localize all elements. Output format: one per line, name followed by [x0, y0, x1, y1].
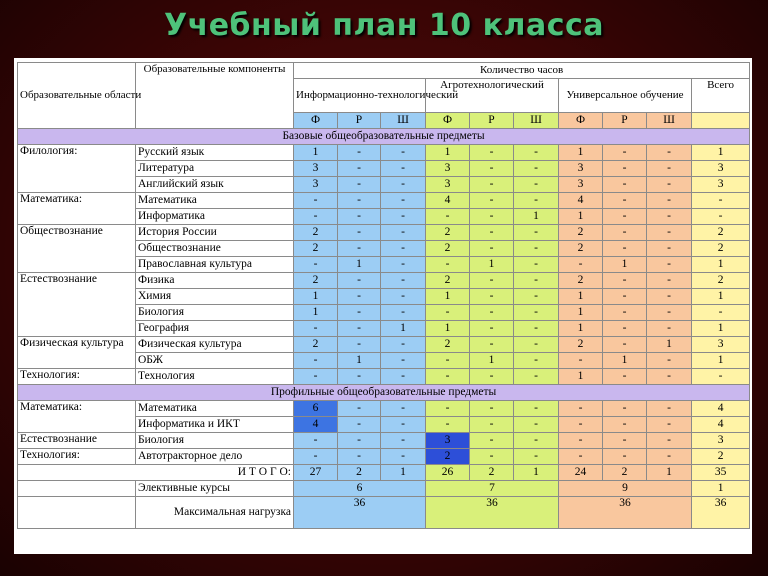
hours-cell: 3: [559, 177, 603, 193]
subject-cell: Информатика: [136, 209, 294, 225]
hours-cell: -: [381, 337, 426, 353]
hours-cell: -: [426, 209, 470, 225]
hours-cell: 1: [692, 321, 750, 337]
subheader-cell: Ф: [294, 113, 338, 129]
hours-cell: -: [338, 209, 381, 225]
subheader-cell: Р: [470, 113, 514, 129]
hours-cell: -: [470, 433, 514, 449]
hours-cell: 2: [692, 225, 750, 241]
area-label: Естествознание: [18, 273, 136, 337]
header-total: Всего: [692, 79, 750, 113]
hours-cell: -: [603, 193, 647, 209]
hours-cell: -: [647, 305, 692, 321]
hours-cell: 1: [692, 145, 750, 161]
hours-cell: -: [514, 433, 559, 449]
hours-cell: -: [603, 305, 647, 321]
hours-cell: 1: [559, 321, 603, 337]
hours-cell: -: [647, 369, 692, 385]
hours-cell: 1: [294, 289, 338, 305]
hours-cell: -: [647, 353, 692, 369]
hours-cell: -: [294, 353, 338, 369]
total-cell: 2: [470, 465, 514, 481]
hours-cell: -: [647, 417, 692, 433]
hours-cell: 1: [294, 305, 338, 321]
hours-cell: -: [647, 257, 692, 273]
hours-cell: -: [603, 177, 647, 193]
hours-cell: 1: [426, 289, 470, 305]
hours-cell: 2: [426, 241, 470, 257]
hours-cell: -: [381, 401, 426, 417]
hours-cell: -: [470, 321, 514, 337]
hours-cell: -: [381, 225, 426, 241]
hours-cell: 2: [426, 273, 470, 289]
table-row: [18, 193, 750, 209]
hours-cell: 2: [294, 241, 338, 257]
table-row: [18, 369, 750, 385]
area-label: Математика:: [18, 401, 136, 433]
hours-cell: -: [426, 369, 470, 385]
hours-cell: -: [647, 193, 692, 209]
hours-cell: -: [647, 401, 692, 417]
hours-cell: -: [338, 449, 381, 465]
hours-cell: -: [338, 321, 381, 337]
total-cell: 1: [647, 465, 692, 481]
hours-cell: 1: [559, 145, 603, 161]
hours-cell: 1: [470, 257, 514, 273]
hours-cell: 2: [426, 225, 470, 241]
hours-cell: 3: [692, 433, 750, 449]
hours-cell: -: [426, 305, 470, 321]
max-load-cell: 36: [692, 497, 750, 529]
hours-cell: -: [338, 273, 381, 289]
total-cell: 1: [514, 465, 559, 481]
hours-cell: -: [514, 305, 559, 321]
subject-cell: Физика: [136, 273, 294, 289]
hours-cell: 2: [692, 273, 750, 289]
hours-cell: 1: [426, 321, 470, 337]
area-label: Филология:: [18, 145, 136, 193]
total-cell: 26: [426, 465, 470, 481]
subject-cell: Автотракторное дело: [136, 449, 294, 465]
hours-cell: -: [294, 193, 338, 209]
hours-cell: -: [294, 433, 338, 449]
hours-cell: -: [426, 417, 470, 433]
hours-cell: -: [647, 289, 692, 305]
hours-cell: -: [559, 257, 603, 273]
hours-cell: 1: [647, 337, 692, 353]
hours-cell: -: [692, 209, 750, 225]
hours-cell: -: [692, 193, 750, 209]
hours-cell: 2: [294, 273, 338, 289]
table-row: [18, 225, 750, 241]
hours-cell: 1: [692, 353, 750, 369]
hours-cell: -: [381, 449, 426, 465]
hours-cell: -: [603, 449, 647, 465]
header-profile-agro: Агротехнологический: [426, 79, 559, 113]
hours-cell: 1: [692, 289, 750, 305]
table-row: [18, 337, 750, 353]
subheader-total-cell: [692, 113, 750, 129]
header-hours: Количество часов: [294, 63, 750, 79]
hours-cell: 3: [692, 177, 750, 193]
hours-cell: 3: [294, 177, 338, 193]
curriculum-frame: [14, 58, 752, 554]
hours-cell: -: [338, 417, 381, 433]
hours-cell: -: [294, 209, 338, 225]
electives-row: [18, 481, 750, 497]
hours-cell: -: [294, 321, 338, 337]
hours-cell: 2: [426, 449, 470, 465]
total-cell: 27: [294, 465, 338, 481]
subject-cell: Английский язык: [136, 177, 294, 193]
hours-cell: -: [426, 401, 470, 417]
hours-cell: -: [603, 289, 647, 305]
hours-cell: 1: [603, 353, 647, 369]
table-row: [18, 449, 750, 465]
hours-cell: 1: [603, 257, 647, 273]
area-label: Технология:: [18, 369, 136, 385]
hours-cell: -: [514, 177, 559, 193]
hours-cell: -: [381, 257, 426, 273]
subheader-cell: Ф: [559, 113, 603, 129]
hours-cell: -: [338, 177, 381, 193]
hours-cell: -: [603, 337, 647, 353]
hours-cell: -: [381, 177, 426, 193]
hours-cell: -: [514, 161, 559, 177]
hours-cell: -: [514, 417, 559, 433]
hours-cell: -: [470, 401, 514, 417]
hours-cell: -: [338, 161, 381, 177]
hours-cell: 1: [514, 209, 559, 225]
page-title: Учебный план 10 класса: [163, 8, 605, 43]
area-label: Математика:: [18, 193, 136, 225]
hours-cell: 1: [426, 145, 470, 161]
hours-cell: 1: [559, 209, 603, 225]
hours-cell: -: [470, 209, 514, 225]
hours-cell: -: [338, 225, 381, 241]
hours-cell: -: [514, 321, 559, 337]
subheader-cell: Ш: [514, 113, 559, 129]
hours-cell: 2: [692, 449, 750, 465]
subject-cell: География: [136, 321, 294, 337]
subject-cell: История России: [136, 225, 294, 241]
hours-cell: 2: [559, 337, 603, 353]
electives-cell: 7: [426, 481, 559, 497]
electives-cell: 1: [692, 481, 750, 497]
max-load-cell: 36: [294, 497, 426, 529]
hours-cell: -: [381, 161, 426, 177]
table-row: [18, 145, 750, 161]
hours-cell: -: [514, 401, 559, 417]
hours-cell: -: [647, 241, 692, 257]
hours-cell: -: [381, 193, 426, 209]
hours-cell: -: [514, 289, 559, 305]
hours-cell: -: [603, 321, 647, 337]
hours-cell: 6: [294, 401, 338, 417]
hours-cell: -: [514, 449, 559, 465]
hours-cell: 2: [559, 225, 603, 241]
hours-cell: -: [559, 433, 603, 449]
hours-cell: 3: [426, 433, 470, 449]
table-row: [18, 273, 750, 289]
hours-cell: 3: [426, 161, 470, 177]
hours-cell: -: [381, 417, 426, 433]
hours-cell: -: [381, 289, 426, 305]
area-label: Естествознание: [18, 433, 136, 449]
hours-cell: -: [381, 273, 426, 289]
hours-cell: 2: [426, 337, 470, 353]
hours-cell: -: [647, 177, 692, 193]
hours-cell: 3: [692, 337, 750, 353]
max-load-row: [18, 497, 750, 529]
subject-cell: Обществознание: [136, 241, 294, 257]
hours-cell: -: [294, 369, 338, 385]
hours-cell: -: [514, 241, 559, 257]
hours-cell: -: [470, 145, 514, 161]
hours-cell: 2: [294, 337, 338, 353]
hours-cell: 4: [692, 401, 750, 417]
hours-cell: 1: [692, 257, 750, 273]
hours-cell: 2: [559, 273, 603, 289]
hours-cell: -: [514, 257, 559, 273]
hours-cell: -: [647, 225, 692, 241]
header-profile-universal: Универсальное обучение: [559, 79, 692, 113]
hours-cell: -: [381, 433, 426, 449]
header-areas: Образовательные области: [18, 63, 136, 129]
max-load-cell: 36: [559, 497, 692, 529]
totals-row: [18, 465, 750, 481]
subject-cell: ОБЖ: [136, 353, 294, 369]
hours-cell: -: [470, 177, 514, 193]
total-cell: 1: [381, 465, 426, 481]
hours-cell: -: [470, 193, 514, 209]
subheader-cell: Р: [603, 113, 647, 129]
hours-cell: -: [603, 369, 647, 385]
subject-cell: Математика: [136, 401, 294, 417]
hours-cell: -: [294, 257, 338, 273]
hours-cell: -: [603, 417, 647, 433]
electives-label: Элективные курсы: [136, 481, 294, 497]
hours-cell: -: [514, 225, 559, 241]
hours-cell: -: [470, 337, 514, 353]
hours-cell: -: [381, 305, 426, 321]
hours-cell: -: [514, 273, 559, 289]
hours-cell: 4: [692, 417, 750, 433]
hours-cell: 3: [426, 177, 470, 193]
subject-cell: Русский язык: [136, 145, 294, 161]
hours-cell: -: [470, 305, 514, 321]
hours-cell: 1: [338, 257, 381, 273]
hours-cell: -: [647, 321, 692, 337]
hours-cell: -: [338, 337, 381, 353]
hours-cell: -: [514, 145, 559, 161]
hours-cell: -: [338, 401, 381, 417]
subject-cell: Технология: [136, 369, 294, 385]
hours-cell: -: [338, 193, 381, 209]
hours-cell: 2: [294, 225, 338, 241]
subject-cell: Биология: [136, 433, 294, 449]
header-profile-it: Информационно-технологический: [294, 79, 426, 113]
hours-cell: -: [603, 225, 647, 241]
hours-cell: -: [559, 449, 603, 465]
hours-cell: -: [603, 433, 647, 449]
table-row: [18, 401, 750, 417]
hours-cell: 1: [559, 289, 603, 305]
curriculum-table: [17, 62, 750, 529]
hours-cell: -: [470, 241, 514, 257]
hours-cell: -: [514, 369, 559, 385]
hours-cell: -: [559, 401, 603, 417]
area-label: Обществознание: [18, 225, 136, 273]
hours-cell: -: [381, 209, 426, 225]
hours-cell: -: [338, 369, 381, 385]
hours-cell: -: [514, 193, 559, 209]
hours-cell: 1: [381, 321, 426, 337]
area-label: Физическая культура: [18, 337, 136, 369]
hours-cell: -: [603, 161, 647, 177]
subheader-cell: Ш: [647, 113, 692, 129]
hours-cell: -: [426, 257, 470, 273]
totals-label: И Т О Г О:: [18, 465, 294, 481]
hours-cell: -: [338, 145, 381, 161]
hours-cell: -: [338, 433, 381, 449]
hours-cell: 1: [559, 369, 603, 385]
hours-cell: -: [294, 449, 338, 465]
hours-cell: 3: [559, 161, 603, 177]
subheader-cell: Ф: [426, 113, 470, 129]
subheader-cell: Ш: [381, 113, 426, 129]
hours-cell: -: [692, 305, 750, 321]
hours-cell: 3: [692, 161, 750, 177]
hours-cell: -: [603, 241, 647, 257]
area-label: Технология:: [18, 449, 136, 465]
subject-cell: Химия: [136, 289, 294, 305]
hours-cell: 1: [338, 353, 381, 369]
table-row: [18, 433, 750, 449]
hours-cell: -: [514, 337, 559, 353]
hours-cell: -: [514, 353, 559, 369]
hours-cell: -: [470, 273, 514, 289]
hours-cell: -: [381, 241, 426, 257]
section-header: Профильные общеобразовательные предметы: [18, 385, 750, 401]
hours-cell: -: [603, 273, 647, 289]
hours-cell: 2: [559, 241, 603, 257]
subject-cell: Православная культура: [136, 257, 294, 273]
hours-cell: 3: [294, 161, 338, 177]
hours-cell: -: [470, 225, 514, 241]
hours-cell: 4: [559, 193, 603, 209]
hours-cell: -: [470, 369, 514, 385]
hours-cell: -: [559, 353, 603, 369]
hours-cell: -: [470, 417, 514, 433]
hours-cell: -: [381, 353, 426, 369]
hours-cell: 1: [294, 145, 338, 161]
hours-cell: 4: [294, 417, 338, 433]
electives-cell: 9: [559, 481, 692, 497]
electives-cell: 6: [294, 481, 426, 497]
hours-cell: -: [647, 433, 692, 449]
hours-cell: -: [426, 353, 470, 369]
hours-cell: -: [338, 241, 381, 257]
subject-cell: Математика: [136, 193, 294, 209]
subject-cell: Литература: [136, 161, 294, 177]
hours-cell: -: [470, 161, 514, 177]
total-cell: 2: [603, 465, 647, 481]
hours-cell: -: [647, 145, 692, 161]
hours-cell: 1: [559, 305, 603, 321]
max-load-cell: 36: [426, 497, 559, 529]
hours-cell: -: [338, 305, 381, 321]
hours-cell: -: [603, 401, 647, 417]
hours-cell: -: [559, 417, 603, 433]
hours-cell: 2: [692, 241, 750, 257]
hours-cell: -: [603, 145, 647, 161]
subject-cell: Физическая культура: [136, 337, 294, 353]
hours-cell: 1: [470, 353, 514, 369]
total-cell: 24: [559, 465, 603, 481]
hours-cell: -: [470, 289, 514, 305]
hours-cell: -: [647, 273, 692, 289]
hours-cell: -: [381, 369, 426, 385]
hours-cell: -: [470, 449, 514, 465]
section-header: Базовые общеобразовательные предметы: [18, 129, 750, 145]
hours-cell: -: [603, 209, 647, 225]
hours-cell: -: [338, 289, 381, 305]
subheader-cell: Р: [338, 113, 381, 129]
hours-cell: 4: [426, 193, 470, 209]
total-cell: 35: [692, 465, 750, 481]
header-components: Образовательные компоненты: [136, 63, 294, 129]
subject-cell: Биология: [136, 305, 294, 321]
max-load-label: Максимальная нагрузка: [136, 497, 294, 529]
hours-cell: -: [692, 369, 750, 385]
hours-cell: -: [381, 145, 426, 161]
total-cell: 2: [338, 465, 381, 481]
subject-cell: Информатика и ИКТ: [136, 417, 294, 433]
hours-cell: -: [647, 449, 692, 465]
hours-cell: -: [647, 209, 692, 225]
hours-cell: -: [647, 161, 692, 177]
